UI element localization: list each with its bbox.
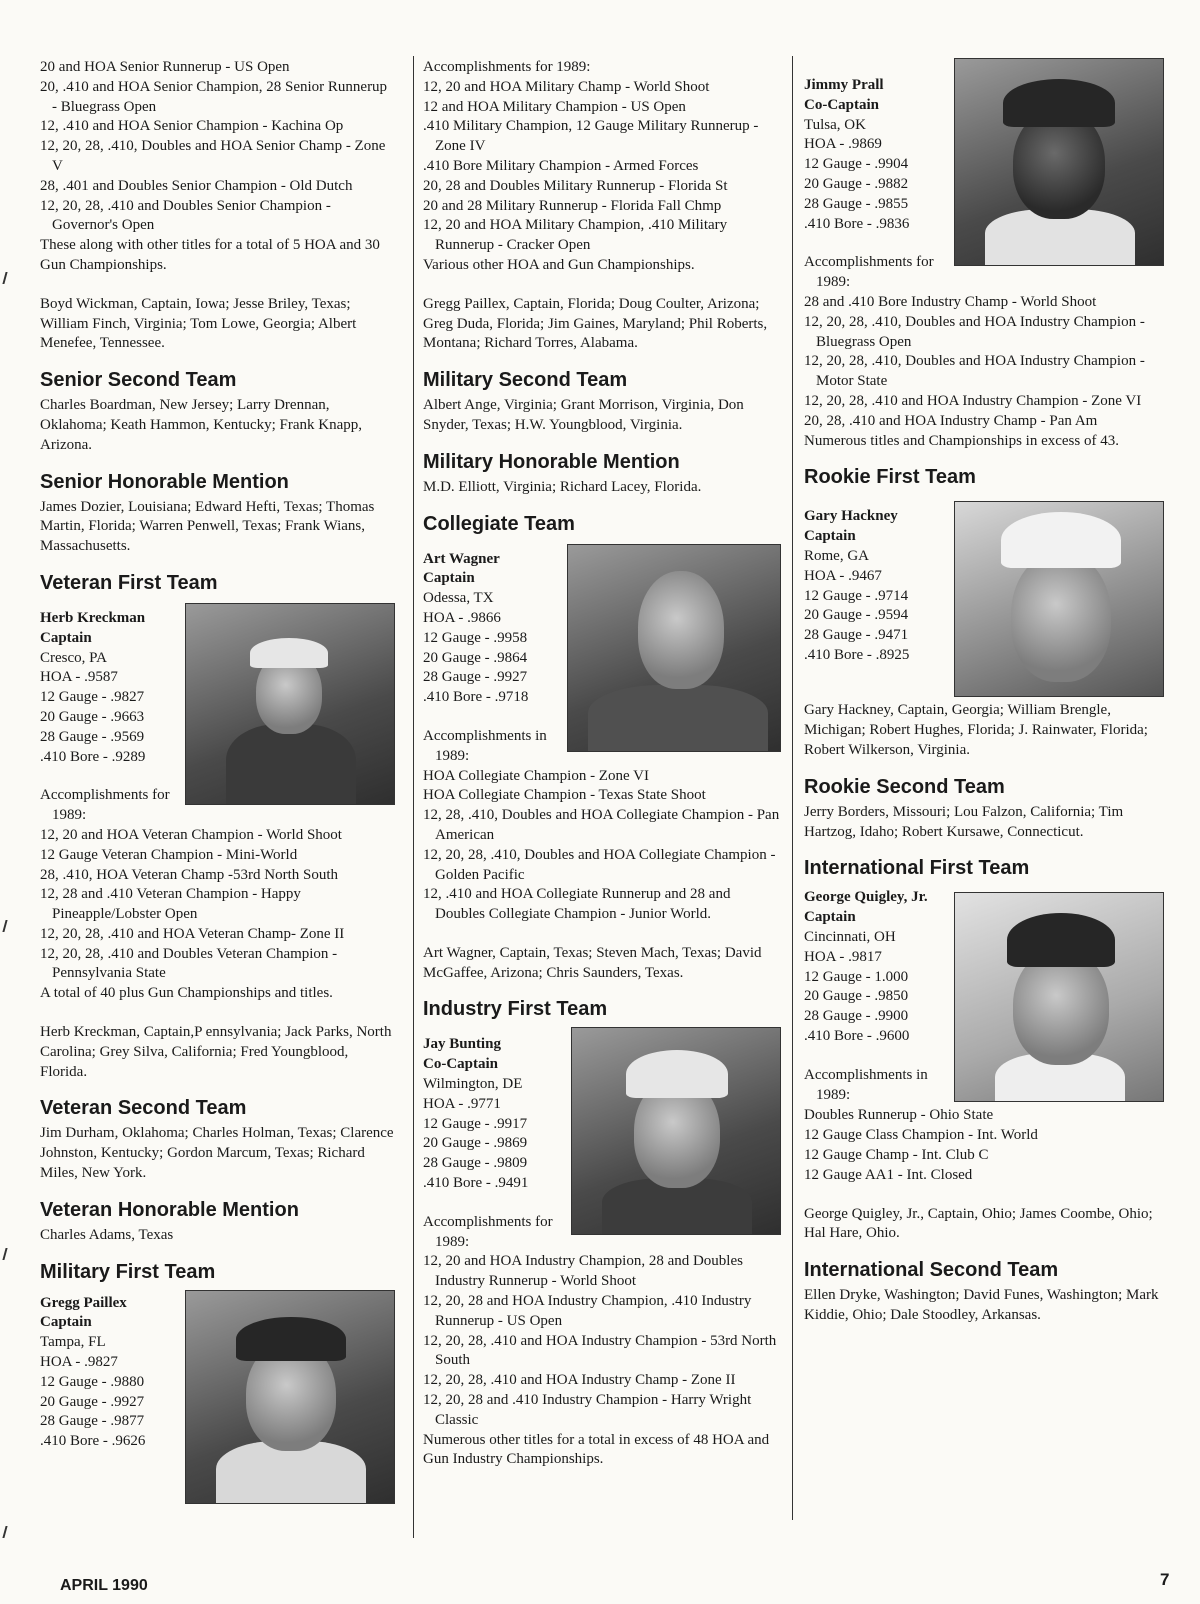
stat-line: .410 Bore - .9491 [423,1175,529,1192]
stat-line: .410 Bore - .9836 [804,215,910,232]
accomplishment-line: 12 and HOA Military Champion - US Open [423,98,686,115]
portrait-photo [567,544,781,752]
section-heading: International Second Team [804,1259,1059,1282]
stat-line: 28 Gauge - .9900 [804,1008,909,1025]
team-members: Ellen Dryke, Washington; David Funes, Washington; Mark Kiddie, Ohio; Dale Stoodley, Arkansas. [804,1287,1159,1323]
player-role: Captain [40,1314,92,1331]
accomplishment-line: 28, .410, HOA Veteran Champ -53rd North South [40,866,339,883]
margin-mark [2,1248,7,1260]
player-city: Odessa, TX [423,590,494,607]
accomplishment-line: 12, .410 and HOA Senior Champion - Kachina Op [40,118,344,135]
section-heading: Senior Honorable Mention [40,470,289,493]
stat-line: 12 Gauge - .9714 [804,587,909,604]
stat-line: 20 Gauge - .9850 [804,988,909,1005]
stat-line: .410 Bore - .9626 [40,1433,146,1450]
margin-mark [2,920,7,932]
accomplishments-label: Accomplishments for 1989: [423,59,591,75]
team-members: Art Wagner, Captain, Texas; Steven Mach, Texas; David McGaffee, Arizona; Chris Saunders, Texas. [423,944,762,981]
accomplishment-line: 12, 20 and HOA Veteran Champion - World Shoot [40,826,342,843]
team-members: Albert Ange, Virginia; Grant Morrison, Virginia, Don Snyder, Texas; H.W. Youngblood, Virginia. [423,397,744,433]
accomplishment-line: 12, .410 and HOA Collegiate Runnerup and 28 and Doubles Collegiate Champion - Junior World. [423,886,731,923]
team-members: James Dozier, Louisiana; Edward Hefti, Texas; Thomas Martin, Florida; Warren Penwell, Texas; Frank Wians, Massachusetts. [40,498,375,555]
stat-line: HOA - .9771 [423,1095,501,1112]
stat-line: 20 Gauge - .9594 [804,607,909,624]
stat-line: HOA - .9467 [804,567,882,584]
team-members: Charles Boardman, New Jersey; Larry Drennan, Oklahoma; Keath Hammon, Kentucky; Frank Knapp, Arizona. [40,397,363,453]
portrait-photo [185,1290,395,1504]
accomplishment-line: .410 Military Champion, 12 Gauge Military Runnerup - Zone IV [423,118,759,155]
player-role: Captain [804,528,856,545]
accomplishment-line: 20 and HOA Senior Runnerup - US Open [40,59,290,75]
player-role: Captain [423,570,475,587]
section-heading: Military Honorable Mention [423,450,680,473]
team-members: Jerry Borders, Missouri; Lou Falzon, California; Tim Hartzog, Idaho; Robert Kursawe, Connecticut. [804,803,1124,840]
stat-line: 20 Gauge - .9869 [423,1135,528,1152]
accomplishment-line: 28, .401 and Doubles Senior Champion - Old Dutch [40,177,353,194]
team-members: George Quigley, Jr., Captain, Ohio; James Coombe, Ohio; Hal Hare, Ohio. [804,1205,1153,1242]
accomplishment-line: 12 Gauge Veteran Champion - Mini-World [40,846,298,863]
accomplishment-line: 28 and .410 Bore Industry Champ - World Shoot [804,293,1097,310]
player-role: Co-Captain [423,1056,499,1073]
column-rule-right [792,56,793,1520]
player-name: Jay Bunting [423,1036,501,1053]
section-heading: Rookie First Team [804,466,976,489]
portrait-photo [954,501,1164,697]
stat-line: 28 Gauge - .9855 [804,195,909,212]
stat-line: 28 Gauge - .9809 [423,1155,528,1172]
stat-line: 28 Gauge - .9877 [40,1413,145,1430]
accomplishment-line: 12 Gauge Class Champion - Int. World [804,1127,1038,1144]
stat-line: 28 Gauge - .9927 [423,669,528,686]
team-members: M.D. Elliott, Virginia; Richard Lacey, Florida. [423,478,702,495]
player-city: Tulsa, OK [804,116,866,133]
accomplishments-label: Accomplishments in 1989: [804,1066,928,1103]
accomplishment-line: 12, 20, 28, .410 and HOA Veteran Champ- Zone II [40,925,345,942]
player-name: Gregg Paillex [40,1294,127,1311]
accomplishment-line: 12, 20, 28, .410, Doubles and HOA Industry Champion - Motor State [804,353,1145,390]
accomplishments-label: Accomplishments for 1989: [804,254,934,291]
margin-mark [2,1526,7,1538]
issue-date: APRIL 1990 [60,1577,148,1594]
accomplishment-line: .410 Bore Military Champion - Armed Forces [423,157,699,174]
championship-total: Numerous titles and Championships in excess of 43. [804,432,1119,449]
portrait-photo [185,603,395,805]
accomplishment-line: 12 Gauge Champ - Int. Club C [804,1146,989,1163]
accomplishment-line: 12, 28 and .410 Veteran Champion - Happy Pineapple/Lobster Open [40,886,301,923]
accomplishment-line: Various other HOA and Gun Championships. [423,256,695,273]
stat-line: 12 Gauge - .9827 [40,689,145,706]
portrait-photo [571,1027,781,1235]
accomplishment-line: 12, 20 and HOA Military Champ - World Shoot [423,78,710,95]
accomplishment-line: 12, 20, 28 and HOA Industry Champion, .410 Industry Runnerup - US Open [423,1293,752,1329]
column-3 [804,58,1164,1326]
stat-line: 20 Gauge - .9882 [804,175,909,192]
section-heading: Veteran Honorable Mention [40,1198,299,1221]
column-rule-left [413,56,414,1538]
accomplishment-line: 12, 20, 28, .410 and Doubles Veteran Champion - Pennsylvania State [40,945,338,982]
stat-line: HOA - .9827 [40,1354,118,1371]
accomplishment-line: 20 and 28 Military Runnerup - Florida Fall Chmp [423,197,722,214]
stat-line: HOA - .9587 [40,669,118,686]
accomplishment-line: 12, 20, 28, .410 and HOA Industry Champion - Zone VI [804,392,1142,409]
section-heading: International First Team [804,857,1030,880]
team-members: Gary Hackney, Captain, Georgia; William Brengle, Michigan; Robert Hughes, Florida; J. Rainwater, Florida; Robert Wilkerson, Virginia. [804,702,1148,758]
stat-line: .410 Bore - .9289 [40,748,146,765]
player-city: Cresco, PA [40,649,107,666]
player-city: Wilmington, DE [423,1076,523,1093]
stat-line: 12 Gauge - .9880 [40,1373,145,1390]
stat-line: 12 Gauge - 1.000 [804,968,909,985]
stat-line: HOA - .9817 [804,948,882,965]
accomplishment-line: 12, 20, 28, .410 and Doubles Senior Champion - Governor's Open [40,197,331,234]
stat-line: .410 Bore - .8925 [804,646,910,663]
stat-line: HOA - .9869 [804,136,882,153]
accomplishment-line: 12, 20, 28, .410, Doubles and HOA Senior Champ - Zone V [40,138,386,174]
player-role: Captain [40,629,92,646]
portrait-photo [954,58,1164,266]
championship-total: A total of 40 plus Gun Championships and titles. [40,985,333,1002]
accomplishment-line: 12, 28, .410, Doubles and HOA Collegiate Champion - Pan American [423,807,780,843]
stat-line: 28 Gauge - .9569 [40,728,145,745]
stat-line: 20 Gauge - .9864 [423,649,528,666]
player-role: Captain [804,909,856,926]
portrait-photo [954,892,1164,1102]
stat-line: 12 Gauge - .9917 [423,1115,528,1132]
column-2 [423,58,781,1470]
accomplishment-line: 20, 28, .410 and HOA Industry Champ - Pan Am [804,412,1098,429]
accomplishments-label: Accomplishments in 1989: [423,727,547,764]
accomplishment-line: 20, .410 and HOA Senior Champion, 28 Senior Runnerup - Bluegrass Open [40,78,388,115]
section-heading: Veteran Second Team [40,1097,247,1120]
accomplishment-line: 12, 20 and HOA Military Champion, .410 Military Runnerup - Cracker Open [423,217,728,254]
accomplishment-line: HOA Collegiate Champion - Texas State Shoot [423,787,706,804]
margin-mark [2,272,7,284]
stat-line: 20 Gauge - .9663 [40,708,145,725]
accomplishments-label: Accomplishments for 1989: [423,1213,553,1250]
accomplishment-line: 12, 20, 28, .410 and HOA Industry Champion - 53rd North South [423,1332,777,1369]
player-city: Cincinnati, OH [804,928,896,945]
stat-line: HOA - .9866 [423,609,501,626]
stat-line: .410 Bore - .9600 [804,1027,910,1044]
team-members: Charles Adams, Texas [40,1226,174,1243]
accomplishment-line: 12 Gauge AA1 - Int. Closed [804,1166,973,1183]
player-name: Art Wagner [423,550,500,567]
stat-line: 28 Gauge - .9471 [804,627,909,644]
player-name: Jimmy Prall [804,77,884,93]
accomplishment-line: 12, 20, 28, .410, Doubles and HOA Collegiate Champion - Golden Pacific [423,846,776,883]
section-heading: Military First Team [40,1260,216,1283]
accomplishment-line: 12, 20, 28 and .410 Industry Champion - Harry Wright Classic [423,1392,752,1428]
player-name: George Quigley, Jr. [804,889,928,906]
team-members: Jim Durham, Oklahoma; Charles Holman, Texas; Clarence Johnston, Kentucky; Gordon Marcum, Texas; Richard Miles, New York. [40,1125,394,1182]
team-members: Herb Kreckman, Captain,P ennsylvania; Jack Parks, North Carolina; Grey Silva, California; Fred Youngblood, Florida. [40,1024,392,1080]
stat-line: 12 Gauge - .9958 [423,629,528,646]
stat-line: .410 Bore - .9718 [423,689,529,706]
stat-line: 20 Gauge - .9927 [40,1393,145,1410]
championship-total: Numerous other titles for a total in excess of 48 HOA and Gun Industry Championships. [423,1431,770,1468]
team-members: Boyd Wickman, Captain, Iowa; Jesse Briley, Texas; William Finch, Virginia; Tom Lowe, Georgia; Albert Menefee, Tennessee. [40,295,357,352]
accomplishment-line: HOA Collegiate Champion - Zone VI [423,767,649,784]
accomplishment-line: 20, 28 and Doubles Military Runnerup - Florida St [423,177,728,194]
player-city: Tampa, FL [40,1334,106,1351]
accomplishment-line: 12, 20 and HOA Industry Champion, 28 and Doubles Industry Runnerup - World Shoot [423,1253,743,1290]
column-1 [40,58,395,1508]
section-heading: Rookie Second Team [804,775,1005,798]
championship-total: These along with other titles for a total of 5 HOA and 30 Gun Championships. [40,237,380,273]
team-members: Gregg Paillex, Captain, Florida; Doug Coulter, Arizona; Greg Duda, Florida; Jim Gaines, Maryland; Phil Roberts, Montana; Richard Torres, Alabama. [423,295,768,352]
player-name: Herb Kreckman [40,609,146,626]
accomplishment-line: Doubles Runnerup - Ohio State [804,1107,994,1124]
accomplishment-line: 12, 20, 28, .410 and HOA Industry Champ - Zone II [423,1372,736,1389]
accomplishment-line: 12, 20, 28, .410, Doubles and HOA Industry Champion - Bluegrass Open [804,313,1145,350]
accomplishments-label: Accomplishments for 1989: [40,787,170,824]
player-name: Gary Hackney [804,508,898,525]
section-heading: Senior Second Team [40,369,237,392]
section-heading: Military Second Team [423,369,628,392]
stat-line: 12 Gauge - .9904 [804,156,909,173]
page-number: 7 [1160,1570,1170,1589]
section-heading: Collegiate Team [423,512,575,535]
section-heading: Industry First Team [423,998,608,1021]
section-heading: Veteran First Team [40,571,218,594]
player-city: Rome, GA [804,547,869,564]
player-role: Co-Captain [804,96,880,113]
